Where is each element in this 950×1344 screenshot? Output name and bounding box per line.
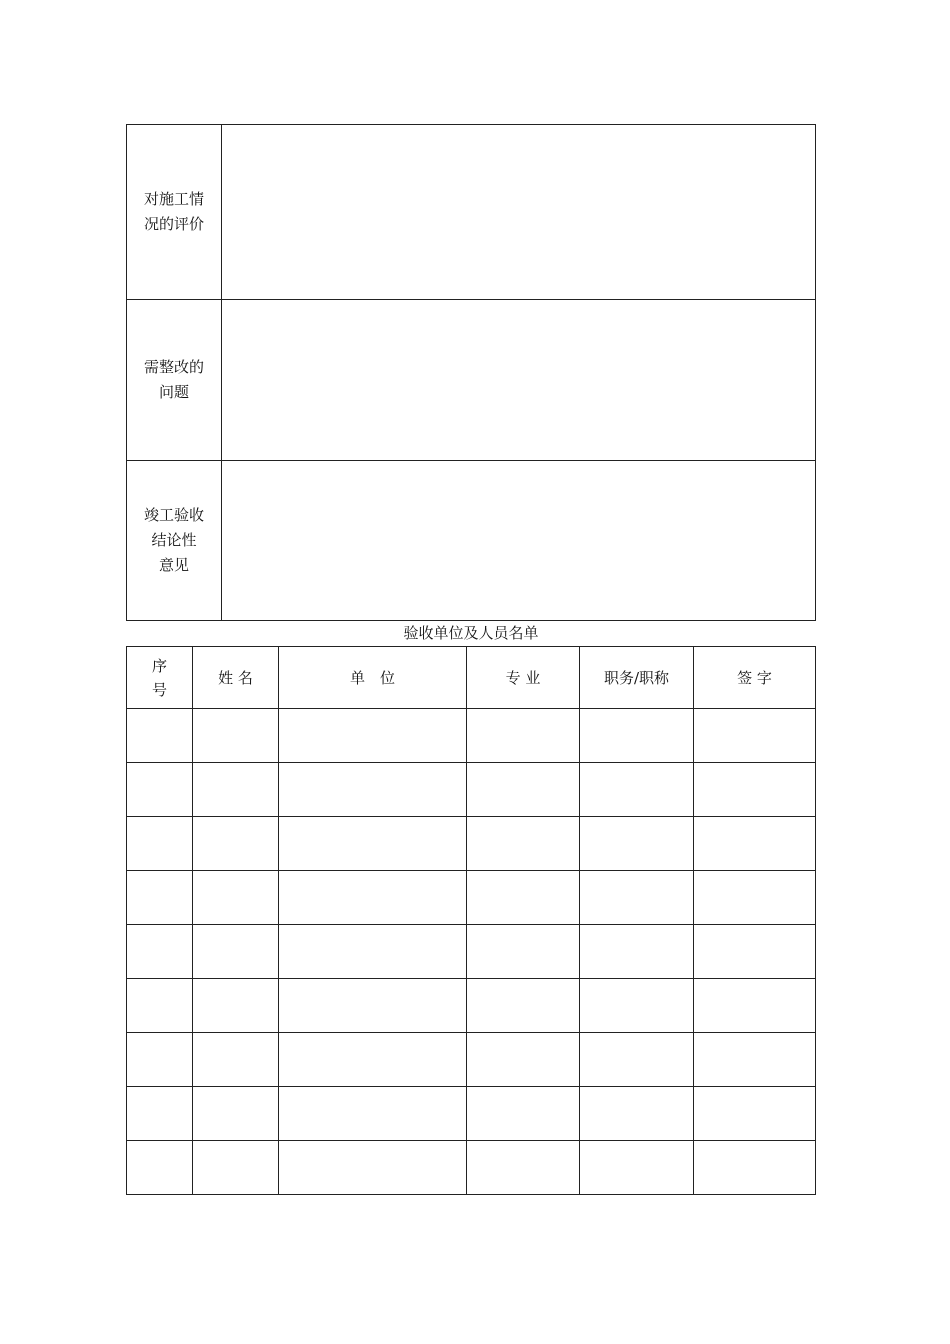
unit-cell[interactable] bbox=[279, 979, 467, 1033]
specialty-cell[interactable] bbox=[467, 763, 580, 817]
signature-cell[interactable] bbox=[694, 1087, 816, 1141]
position-cell[interactable] bbox=[580, 763, 694, 817]
acceptance-evaluation-table bbox=[126, 124, 816, 621]
construction-evaluation-field[interactable] bbox=[222, 125, 816, 300]
signature-cell[interactable] bbox=[694, 709, 816, 763]
construction-evaluation-label bbox=[127, 125, 222, 300]
roster-table bbox=[126, 646, 816, 1195]
acceptance-conclusion-row bbox=[127, 461, 816, 621]
name-cell[interactable] bbox=[193, 1141, 279, 1195]
label-line: 需整改的 bbox=[143, 358, 204, 376]
position-cell[interactable] bbox=[580, 871, 694, 925]
seq-cell[interactable] bbox=[127, 1087, 193, 1141]
rectification-issues-field[interactable] bbox=[222, 300, 816, 461]
seq-cell[interactable] bbox=[127, 817, 193, 871]
header-line: 号 bbox=[151, 680, 167, 699]
signature-cell[interactable] bbox=[694, 871, 816, 925]
table-row bbox=[127, 763, 816, 817]
signature-cell[interactable] bbox=[694, 817, 816, 871]
rectification-issues-row bbox=[127, 300, 816, 461]
label-line: 结论性 bbox=[151, 531, 197, 549]
specialty-header: 专 业 bbox=[467, 647, 580, 709]
name-cell[interactable] bbox=[193, 871, 279, 925]
specialty-cell[interactable] bbox=[467, 979, 580, 1033]
name-header: 姓 名 bbox=[193, 647, 279, 709]
unit-cell[interactable] bbox=[279, 817, 467, 871]
name-cell[interactable] bbox=[193, 1033, 279, 1087]
seq-cell[interactable] bbox=[127, 925, 193, 979]
table-row bbox=[127, 1087, 816, 1141]
name-cell[interactable] bbox=[193, 925, 279, 979]
table-row bbox=[127, 1033, 816, 1087]
signature-header: 签 字 bbox=[694, 647, 816, 709]
table-row bbox=[127, 817, 816, 871]
name-cell[interactable] bbox=[193, 817, 279, 871]
name-cell[interactable] bbox=[193, 979, 279, 1033]
position-cell[interactable] bbox=[580, 1033, 694, 1087]
seq-cell[interactable] bbox=[127, 1141, 193, 1195]
table-row bbox=[127, 871, 816, 925]
unit-cell[interactable] bbox=[279, 1033, 467, 1087]
header-line: 序 bbox=[151, 656, 167, 675]
name-cell[interactable] bbox=[193, 763, 279, 817]
unit-cell[interactable] bbox=[279, 871, 467, 925]
specialty-cell[interactable] bbox=[467, 1141, 580, 1195]
position-cell[interactable] bbox=[580, 925, 694, 979]
specialty-cell[interactable] bbox=[467, 871, 580, 925]
roster-header-row bbox=[127, 647, 816, 709]
label-line: 况的评价 bbox=[143, 215, 204, 233]
seq-cell[interactable] bbox=[127, 763, 193, 817]
position-cell[interactable] bbox=[580, 817, 694, 871]
position-cell[interactable] bbox=[580, 709, 694, 763]
table-row bbox=[127, 709, 816, 763]
unit-cell[interactable] bbox=[279, 1141, 467, 1195]
seq-cell[interactable] bbox=[127, 709, 193, 763]
unit-cell[interactable] bbox=[279, 1087, 467, 1141]
name-cell[interactable] bbox=[193, 1087, 279, 1141]
signature-cell[interactable] bbox=[694, 925, 816, 979]
roster-title: 验收单位及人员名单 bbox=[403, 624, 539, 642]
specialty-cell[interactable] bbox=[467, 709, 580, 763]
unit-cell[interactable] bbox=[279, 925, 467, 979]
acceptance-conclusion-field[interactable] bbox=[222, 461, 816, 621]
rectification-issues-label bbox=[127, 300, 222, 461]
table-row bbox=[127, 925, 816, 979]
seq-cell[interactable] bbox=[127, 979, 193, 1033]
unit-header: 单 位 bbox=[279, 647, 467, 709]
seq-header bbox=[127, 647, 193, 709]
position-cell[interactable] bbox=[580, 979, 694, 1033]
signature-cell[interactable] bbox=[694, 1033, 816, 1087]
acceptance-conclusion-label bbox=[127, 461, 222, 621]
signature-cell[interactable] bbox=[694, 979, 816, 1033]
specialty-cell[interactable] bbox=[467, 817, 580, 871]
label-line: 对施工情 bbox=[143, 190, 204, 208]
table-row bbox=[127, 1141, 816, 1195]
table-row bbox=[127, 979, 816, 1033]
position-header: 职务/职称 bbox=[580, 647, 694, 709]
construction-evaluation-row bbox=[127, 125, 816, 300]
position-cell[interactable] bbox=[580, 1087, 694, 1141]
specialty-cell[interactable] bbox=[467, 1087, 580, 1141]
specialty-cell[interactable] bbox=[467, 1033, 580, 1087]
unit-cell[interactable] bbox=[279, 709, 467, 763]
seq-cell[interactable] bbox=[127, 1033, 193, 1087]
signature-cell[interactable] bbox=[694, 1141, 816, 1195]
seq-cell[interactable] bbox=[127, 871, 193, 925]
label-line: 问题 bbox=[158, 383, 189, 401]
unit-cell[interactable] bbox=[279, 763, 467, 817]
roster-body bbox=[127, 709, 816, 1195]
name-cell[interactable] bbox=[193, 709, 279, 763]
label-line: 意见 bbox=[158, 556, 189, 574]
position-cell[interactable] bbox=[580, 1141, 694, 1195]
signature-cell[interactable] bbox=[694, 763, 816, 817]
label-line: 竣工验收 bbox=[143, 506, 204, 524]
specialty-cell[interactable] bbox=[467, 925, 580, 979]
